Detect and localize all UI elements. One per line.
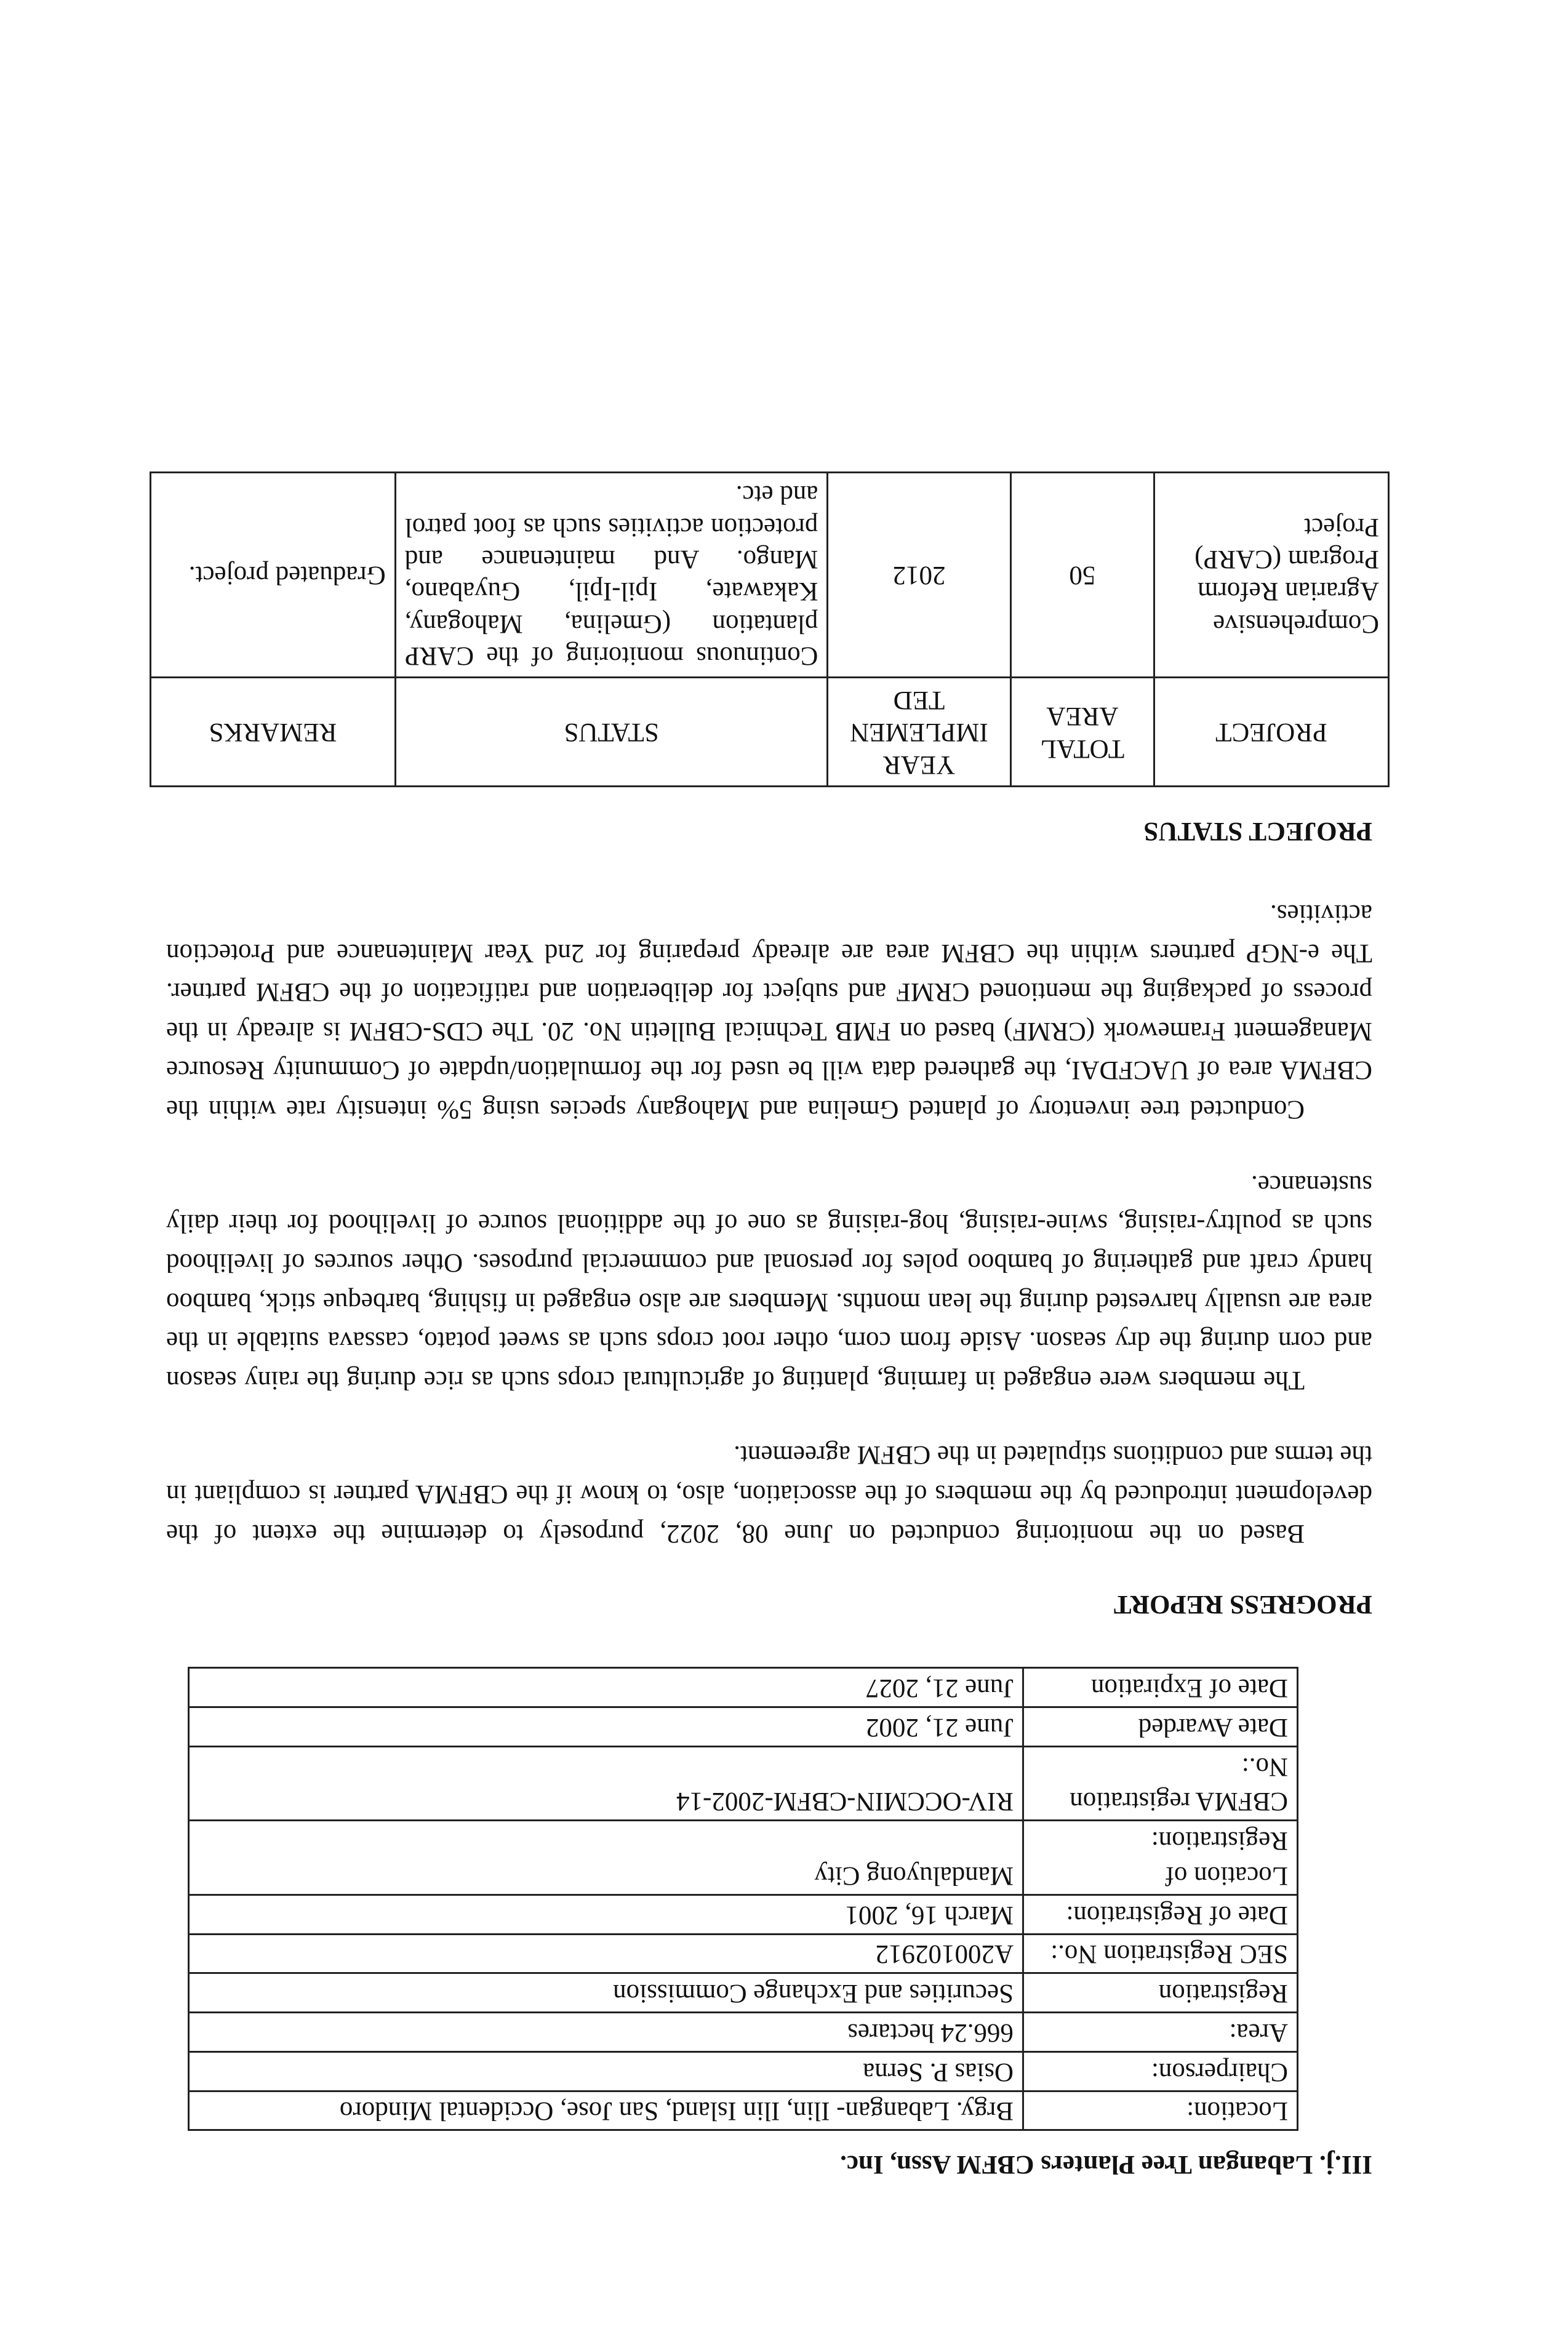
progress-paragraph-1: Based on the monitoring conducted on June 08, 2022, purposely to determine the extent of the development introduced by the members of the association, also, to know if the CBFMA partner is compliant in the terms and conditions stipulated in the CBFM agreement. <box>166 1440 1372 1548</box>
project-status-heading: PROJECT STATUS <box>1143 817 1372 846</box>
info-row <box>189 2091 1298 2130</box>
header-project: PROJECT <box>1154 678 1389 786</box>
progress-paragraph-2: The members were engaged in farming, planting of agricultural crops such as rice during the rainy season and corn during the dry season. Aside from corn, other root crops such as sweet potato, cassava suitable in the area are usually harvested during the lean months. Members are also engaged in fishing, barbeque stick, bamboo handy craft and gathering of bamboo poles for personal and commercial purposes. Other sources of livelihood such as poultry-raising, swine-raising, hog-raising as one of the additional source of livelihood for their daily sustenance. <box>166 1169 1372 1395</box>
cell-project: Comprehensive Agrarian Reform Program (CARP) Project <box>1154 472 1389 678</box>
info-row <box>189 1668 1298 1707</box>
info-key: Date Awarded <box>1023 1707 1298 1747</box>
status-row <box>151 472 1389 678</box>
organization-heading: III.j. Labangan Tree Planters CBFM Assn, Inc. <box>840 2150 1372 2179</box>
info-value: RIV-OCCMIN-CBFM-2002-14 <box>189 1746 1023 1821</box>
cell-remarks: Graduated project. <box>151 472 396 678</box>
info-value: March 16, 2001 <box>189 1895 1023 1934</box>
info-value: 666.24 hectares <box>189 2013 1023 2052</box>
header-year-implemented: YEAR IMPLEMEN TED <box>828 678 1010 786</box>
header-total-area: TOTAL AREA <box>1010 678 1154 786</box>
info-row <box>189 1895 1298 1934</box>
info-key: Chairperson: <box>1023 2051 1298 2091</box>
info-row <box>189 1934 1298 1973</box>
info-value: Brgy. Labangan- Ilin, Ilin Island, San Jose, Occidental Mindoro <box>189 2091 1023 2130</box>
status-header-row <box>151 678 1389 786</box>
info-value: Securities and Exchange Commission <box>189 1973 1023 2013</box>
info-key: Location: <box>1023 2091 1298 2130</box>
info-key: Date of Expiration <box>1023 1668 1298 1707</box>
header-status: STATUS <box>395 678 828 786</box>
info-key: Location of Registration: <box>1023 1821 1298 1895</box>
info-key: SEC Registration No.: <box>1023 1934 1298 1973</box>
info-row <box>189 2051 1298 2091</box>
info-value: Mandaluyong City <box>189 1821 1023 1895</box>
page-content <box>166 471 1379 2184</box>
progress-report-heading: PROGRESS REPORT <box>1113 1590 1372 1619</box>
info-row <box>189 2013 1298 2052</box>
info-row <box>189 1821 1298 1895</box>
info-key: CBFMA registration No.: <box>1023 1746 1298 1821</box>
info-row <box>189 1746 1298 1821</box>
cell-total-area: 50 <box>1010 472 1154 678</box>
info-value: A200102912 <box>189 1934 1023 1973</box>
info-row <box>189 1707 1298 1747</box>
header-remarks: REMARKS <box>151 678 396 786</box>
cell-status: Continuous monitoring of the CARP plantation (Gmelina, Mahogany, Kakawate, Ipil-Ipil, Guyabano, Mango. And maintenance and protection activities such as foot patrol and etc. <box>395 472 828 678</box>
info-value: June 21, 2002 <box>189 1707 1023 1747</box>
project-status-table <box>150 471 1390 787</box>
progress-paragraph-3: Conducted tree inventory of planted Gmelina and Mahogany species using 5% intensity rate within the CBFMA area of UACFDAI, the gathered data will be used for the formulation/update of Community Resource Management Framework (CRMF) based on FMB Technical Bulletin No. 20. The CDS-CBFM is already in the process of packaging the mentioned CRMF and subject for deliberation and ratification of the CBFM partner. The e-NGP partners within the CBFM area are already preparing for 2nd Year Maintenance and Protection activities. <box>166 899 1372 1125</box>
info-key: Area: <box>1023 2013 1298 2052</box>
info-value: June 21, 2027 <box>189 1668 1023 1707</box>
info-key: Registration <box>1023 1973 1298 2013</box>
cell-year: 2012 <box>828 472 1010 678</box>
info-value: Osias P. Serna <box>189 2051 1023 2091</box>
organization-info-table <box>188 1667 1298 2131</box>
info-key: Date of Registration: <box>1023 1895 1298 1934</box>
info-row <box>189 1973 1298 2013</box>
